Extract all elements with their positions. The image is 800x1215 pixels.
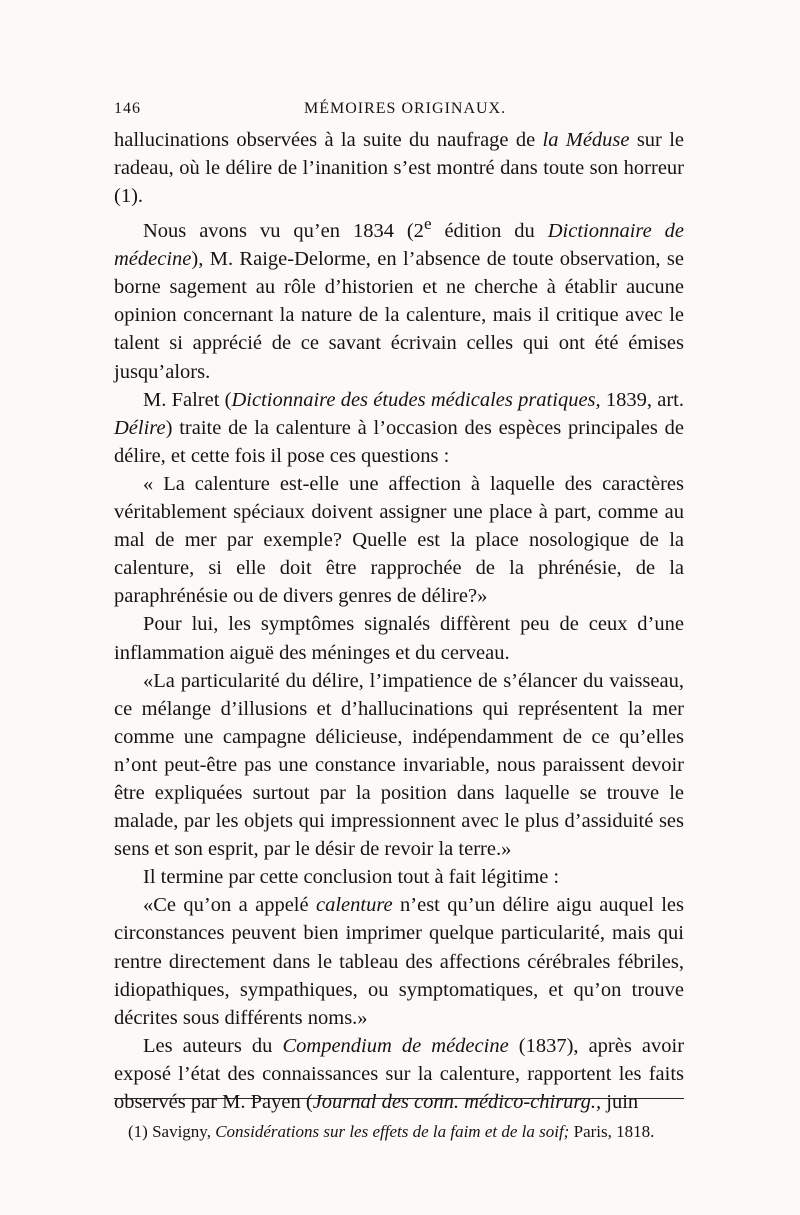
quotation: «La particularité du délire, l’impatience de s’élancer du vaisseau, ce mélange d’illusions et d’hallucinations qui représentent la mer comme une campagne délicieuse, indépendamment de ce qu’elles n’ont peut-être pas une constance invariable, nous paraissent devoir être expliquées surtout par la position dans laquelle se trouve le malade, par les objets qui impressionnent avec le plus d’assiduité ses sens et son esprit, par le désir de revoir la terre.» xyxy=(114,669,684,861)
paragraph: Pour lui, les symptômes signalés diffèrent peu de ceux d’une inflammation aiguë des méninges et du cerveau. xyxy=(114,613,684,664)
paragraph: M. Falret (Dictionnaire des études médicales pratiques, 1839, art. Délire) traite de la calenture à l’occasion des espèces principales de délire, et cette fois il pose ces questions : xyxy=(114,388,684,467)
paragraph: hallucinations observées à la suite du naufrage de la Méduse sur le radeau, où le délire de l’inanition s’est montré dans toute son horreur (1). xyxy=(114,129,684,208)
footnote-rule xyxy=(114,1098,684,1099)
quotation: « La calenture est-elle une affection à laquelle des caractères véritablement spéciaux doivent assigner une place à part, comme au mal de mer par exemple? Quelle est la place nosologique de la calenture, si elle doit être rapprochée de la phrénésie, de la paraphrénésie ou de divers genres de délire?» xyxy=(114,472,684,608)
quotation: «Ce qu’on a appelé calenture n’est qu’un délire aigu auquel les circonstances peuvent bien imprimer quelque particularité, mais qui rentre directement dans le tableau des affections cérébrales fébriles, idiopathiques, sympathiques, ou symptomatiques, et qu’on trouve décrites sous différents noms.» xyxy=(114,894,684,1029)
paragraph: Il termine par cette conclusion tout à fait légitime : xyxy=(143,866,560,889)
running-head xyxy=(114,100,684,124)
running-title: MÉMOIRES ORIGINAUX. xyxy=(304,100,507,117)
footnote-text: (1) Savigny, Considérations sur les effets de la faim et de la soif; Paris, 1818. xyxy=(128,1122,655,1141)
body-text xyxy=(114,126,684,1116)
paragraph: Les auteurs du Compendium de médecine (1837), après avoir exposé l’état des connaissances sur la calenture, rapportent les faits observés par M. Payen (Journal des conn. médico-chirurg., juin xyxy=(114,1034,685,1114)
page-number: 146 xyxy=(114,100,141,117)
paragraph: Nous avons vu qu’en 1834 (2e édition du Dictionnaire de médecine), M. Raige-Delorme, en l’absence de toute observation, se borne sagement au rôle d’historien et ne cherche à établir aucune opinion concernant la nature de la calenture, mais il critique avec le talent si apprécié de ce savant écrivain celles qui ont été émises jusqu’alors. xyxy=(114,214,684,383)
footnote xyxy=(114,1120,684,1144)
